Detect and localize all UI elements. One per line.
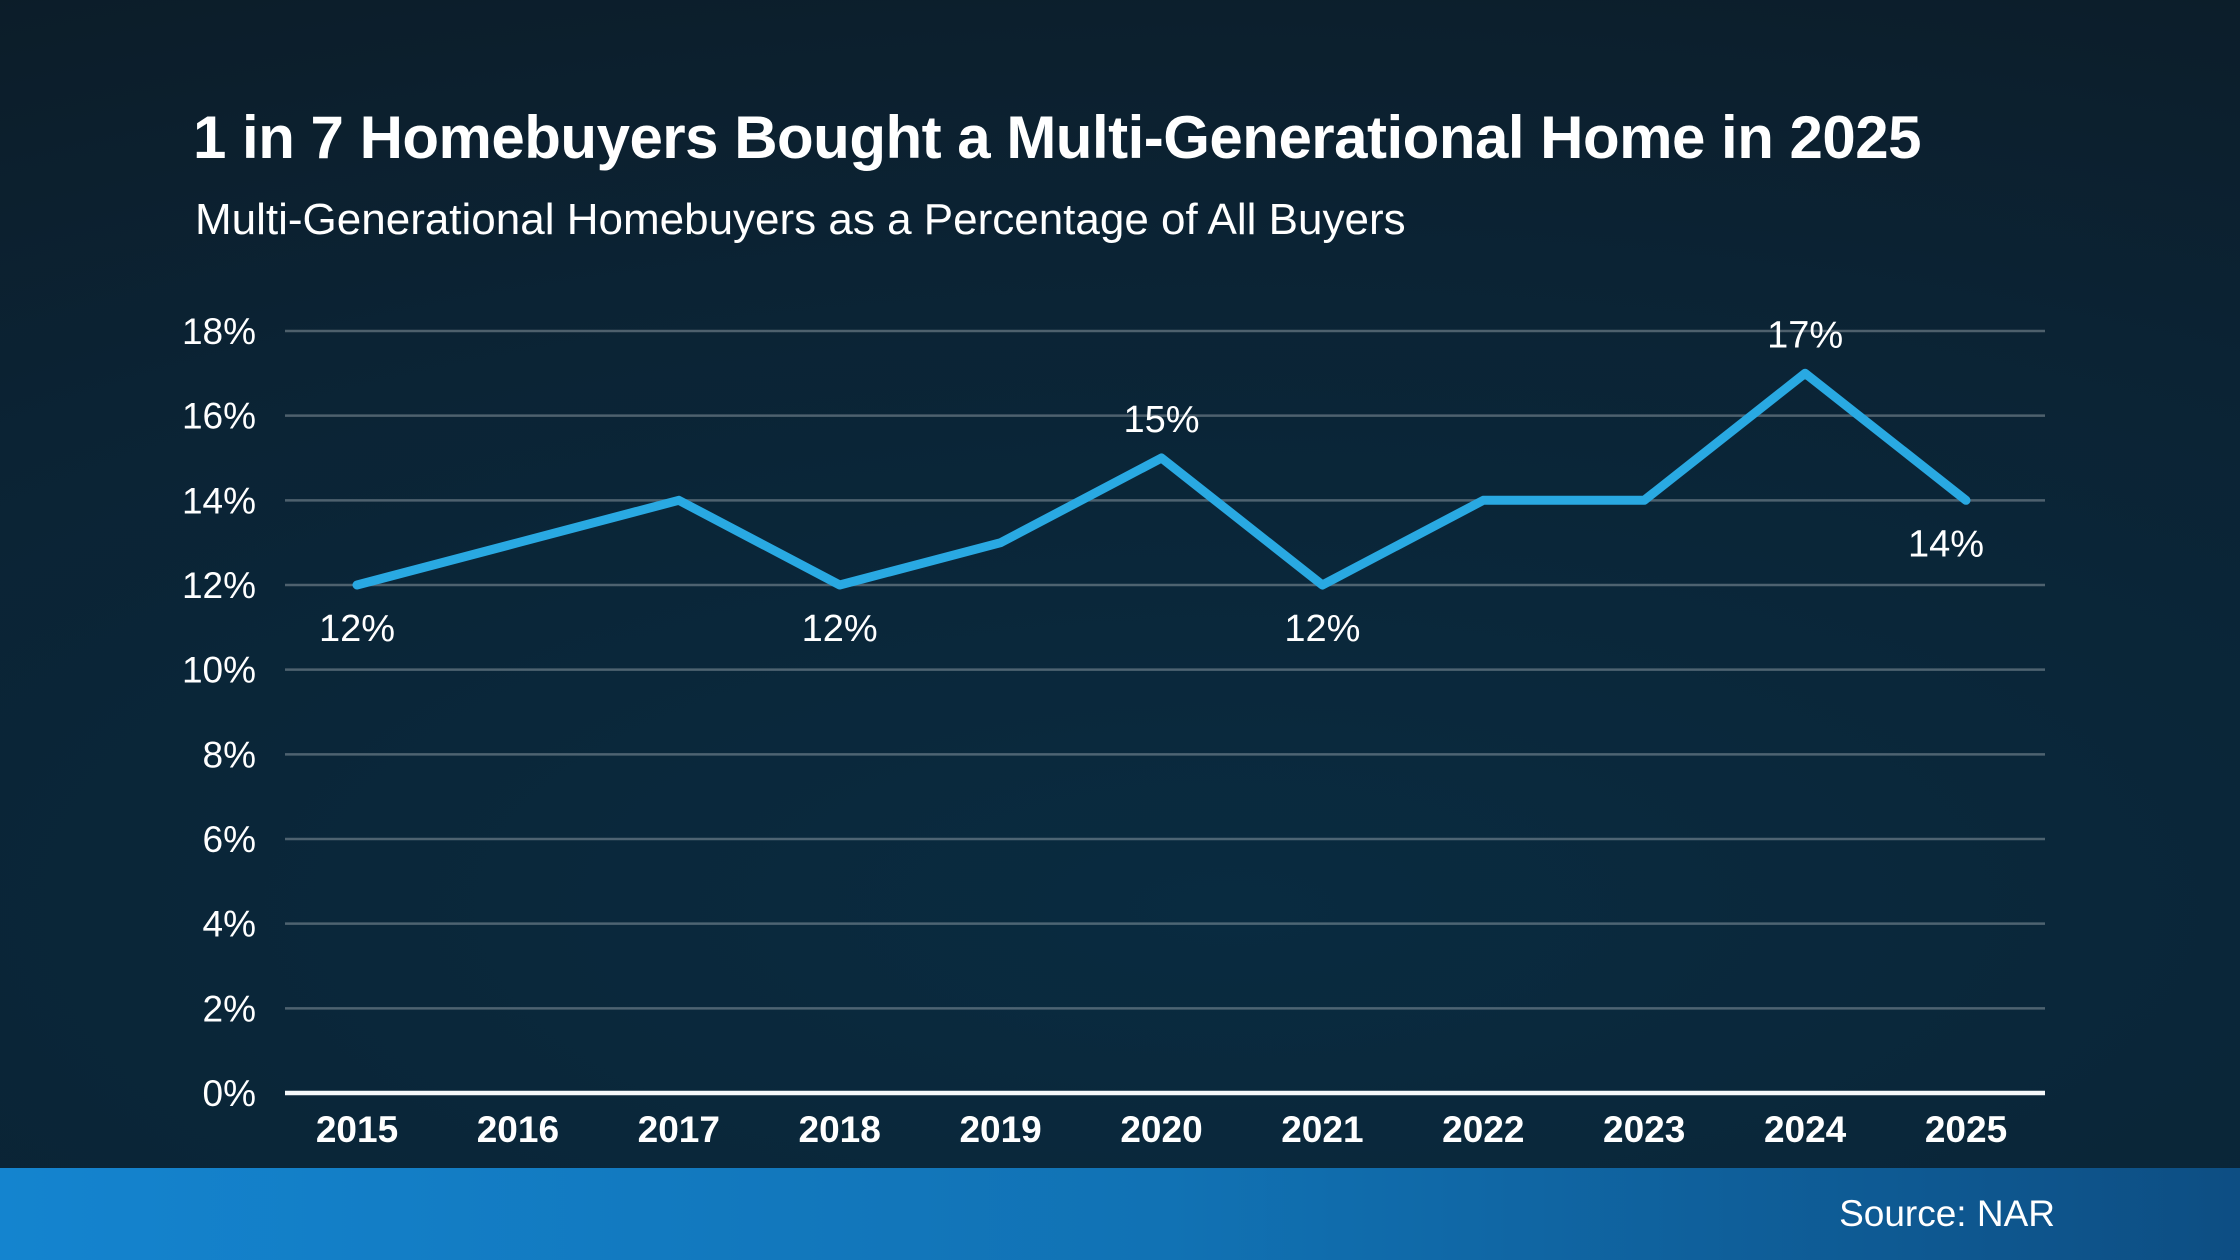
point-label: 12% <box>318 608 396 650</box>
chart-title: 1 in 7 Homebuyers Bought a Multi-Generational Home in 2025 <box>193 104 1922 171</box>
x-tick-label: 2025 <box>1924 1109 2008 1150</box>
point-label: 12% <box>1284 608 1361 650</box>
y-tick-label: 8% <box>202 734 256 776</box>
x-tick-label: 2023 <box>1603 1109 1686 1150</box>
x-tick-label: 2015 <box>315 1109 399 1150</box>
y-tick-label: 2% <box>202 988 256 1030</box>
point-label: 15% <box>1123 399 1200 441</box>
x-tick-label: 2020 <box>1120 1109 1203 1150</box>
y-tick-label: 0% <box>202 1073 256 1114</box>
y-tick-label: 6% <box>202 819 256 860</box>
x-tick-label: 2018 <box>798 1109 881 1150</box>
x-tick-label: 2017 <box>637 1109 720 1150</box>
x-tick-label: 2024 <box>1763 1109 1847 1150</box>
source-label: Source: NAR <box>1839 1193 2055 1234</box>
y-tick-label: 18% <box>181 311 256 352</box>
footer-bar <box>0 1168 2240 1260</box>
x-tick-label: 2022 <box>1442 1109 1525 1150</box>
y-tick-label: 4% <box>202 903 256 945</box>
x-tick-label: 2021 <box>1281 1109 1364 1150</box>
chart-subtitle: Multi-Generational Homebuyers as a Percentage of All Buyers <box>195 195 1406 244</box>
y-tick-label: 10% <box>181 649 256 691</box>
point-label: 12% <box>801 608 878 650</box>
x-tick-label: 2016 <box>476 1109 560 1150</box>
y-tick-label: 16% <box>181 395 256 437</box>
y-tick-label: 14% <box>181 480 256 522</box>
point-label: 14% <box>1907 523 1985 566</box>
point-label: 17% <box>1767 314 1844 357</box>
y-tick-label: 12% <box>181 565 256 606</box>
x-tick-label: 2019 <box>959 1109 1042 1150</box>
